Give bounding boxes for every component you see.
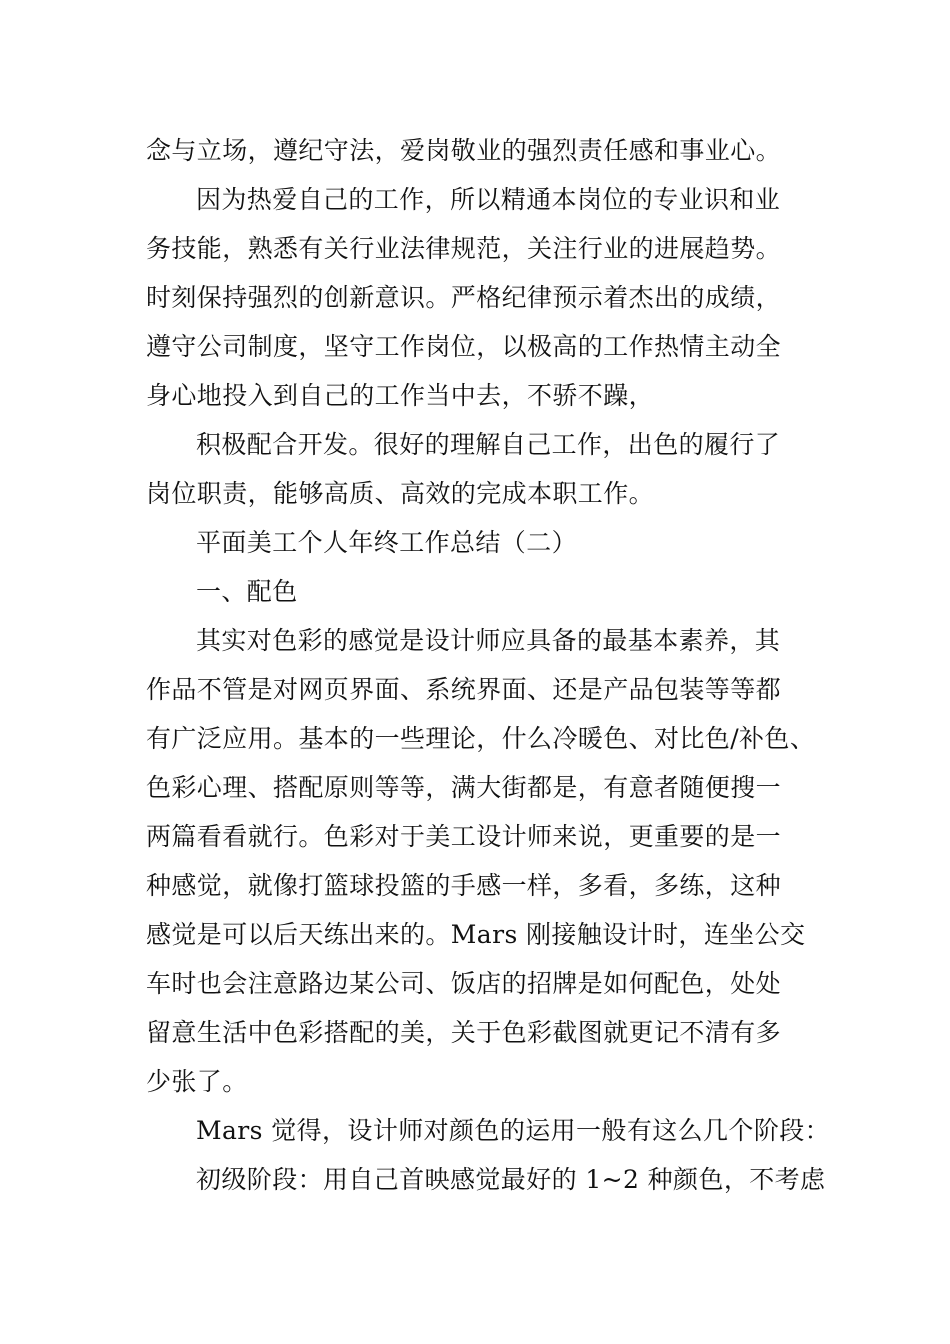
text-line: 岗位职责，能够高质、高效的完成本职工作。: [146, 479, 655, 508]
text-line: 留意生活中色彩搭配的美，关于色彩截图就更记不清有多: [146, 1018, 782, 1047]
text-line: 车时也会注意路边某公司、饭店的招牌是如何配色，处处: [146, 969, 782, 998]
text-line: 身心地投入到自己的工作当中去，不骄不躁，: [146, 381, 655, 410]
text-line: 务技能，熟悉有关行业法律规范，关注行业的进展趋势。: [146, 234, 782, 263]
text-line: 初级阶段：用自己首映感觉最好的 1~2 种颜色，不考虑: [196, 1165, 826, 1194]
section-heading: 一、配色: [196, 577, 298, 606]
text-line: 遵守公司制度，坚守工作岗位，以极高的工作热情主动全: [146, 332, 782, 361]
text-line: 念与立场，遵纪守法，爱岗敬业的强烈责任感和事业心。: [146, 136, 782, 165]
document-body: [146, 126, 831, 1204]
text-line: Mars 觉得，设计师对颜色的运用一般有这么几个阶段：: [196, 1116, 831, 1145]
text-line: 积极配合开发。很好的理解自己工作，出色的履行了: [196, 430, 781, 459]
section-title: 平面美工个人年终工作总结（二）: [196, 528, 578, 557]
text-line: 其实对色彩的感觉是设计师应具备的最基本素养，其: [196, 626, 781, 655]
text-line: 种感觉，就像打篮球投篮的手感一样，多看，多练，这种: [146, 871, 782, 900]
text-line: 有广泛应用。基本的一些理论，什么冷暖色、对比色/补色、: [146, 724, 816, 753]
text-line: 两篇看看就行。色彩对于美工设计师来说，更重要的是一: [146, 822, 782, 851]
text-line: 少张了。: [146, 1067, 248, 1096]
text-line: 作品不管是对网页界面、系统界面、还是产品包装等等都: [146, 675, 782, 704]
text-line: 感觉是可以后天练出来的。Mars 刚接触设计时，连坐公交: [146, 920, 806, 949]
text-line: 因为热爱自己的工作，所以精通本岗位的专业识和业: [196, 185, 781, 214]
text-line: 色彩心理、搭配原则等等，满大街都是，有意者随便搜一: [146, 773, 782, 802]
text-line: 时刻保持强烈的创新意识。严格纪律预示着杰出的成绩，: [146, 283, 782, 312]
